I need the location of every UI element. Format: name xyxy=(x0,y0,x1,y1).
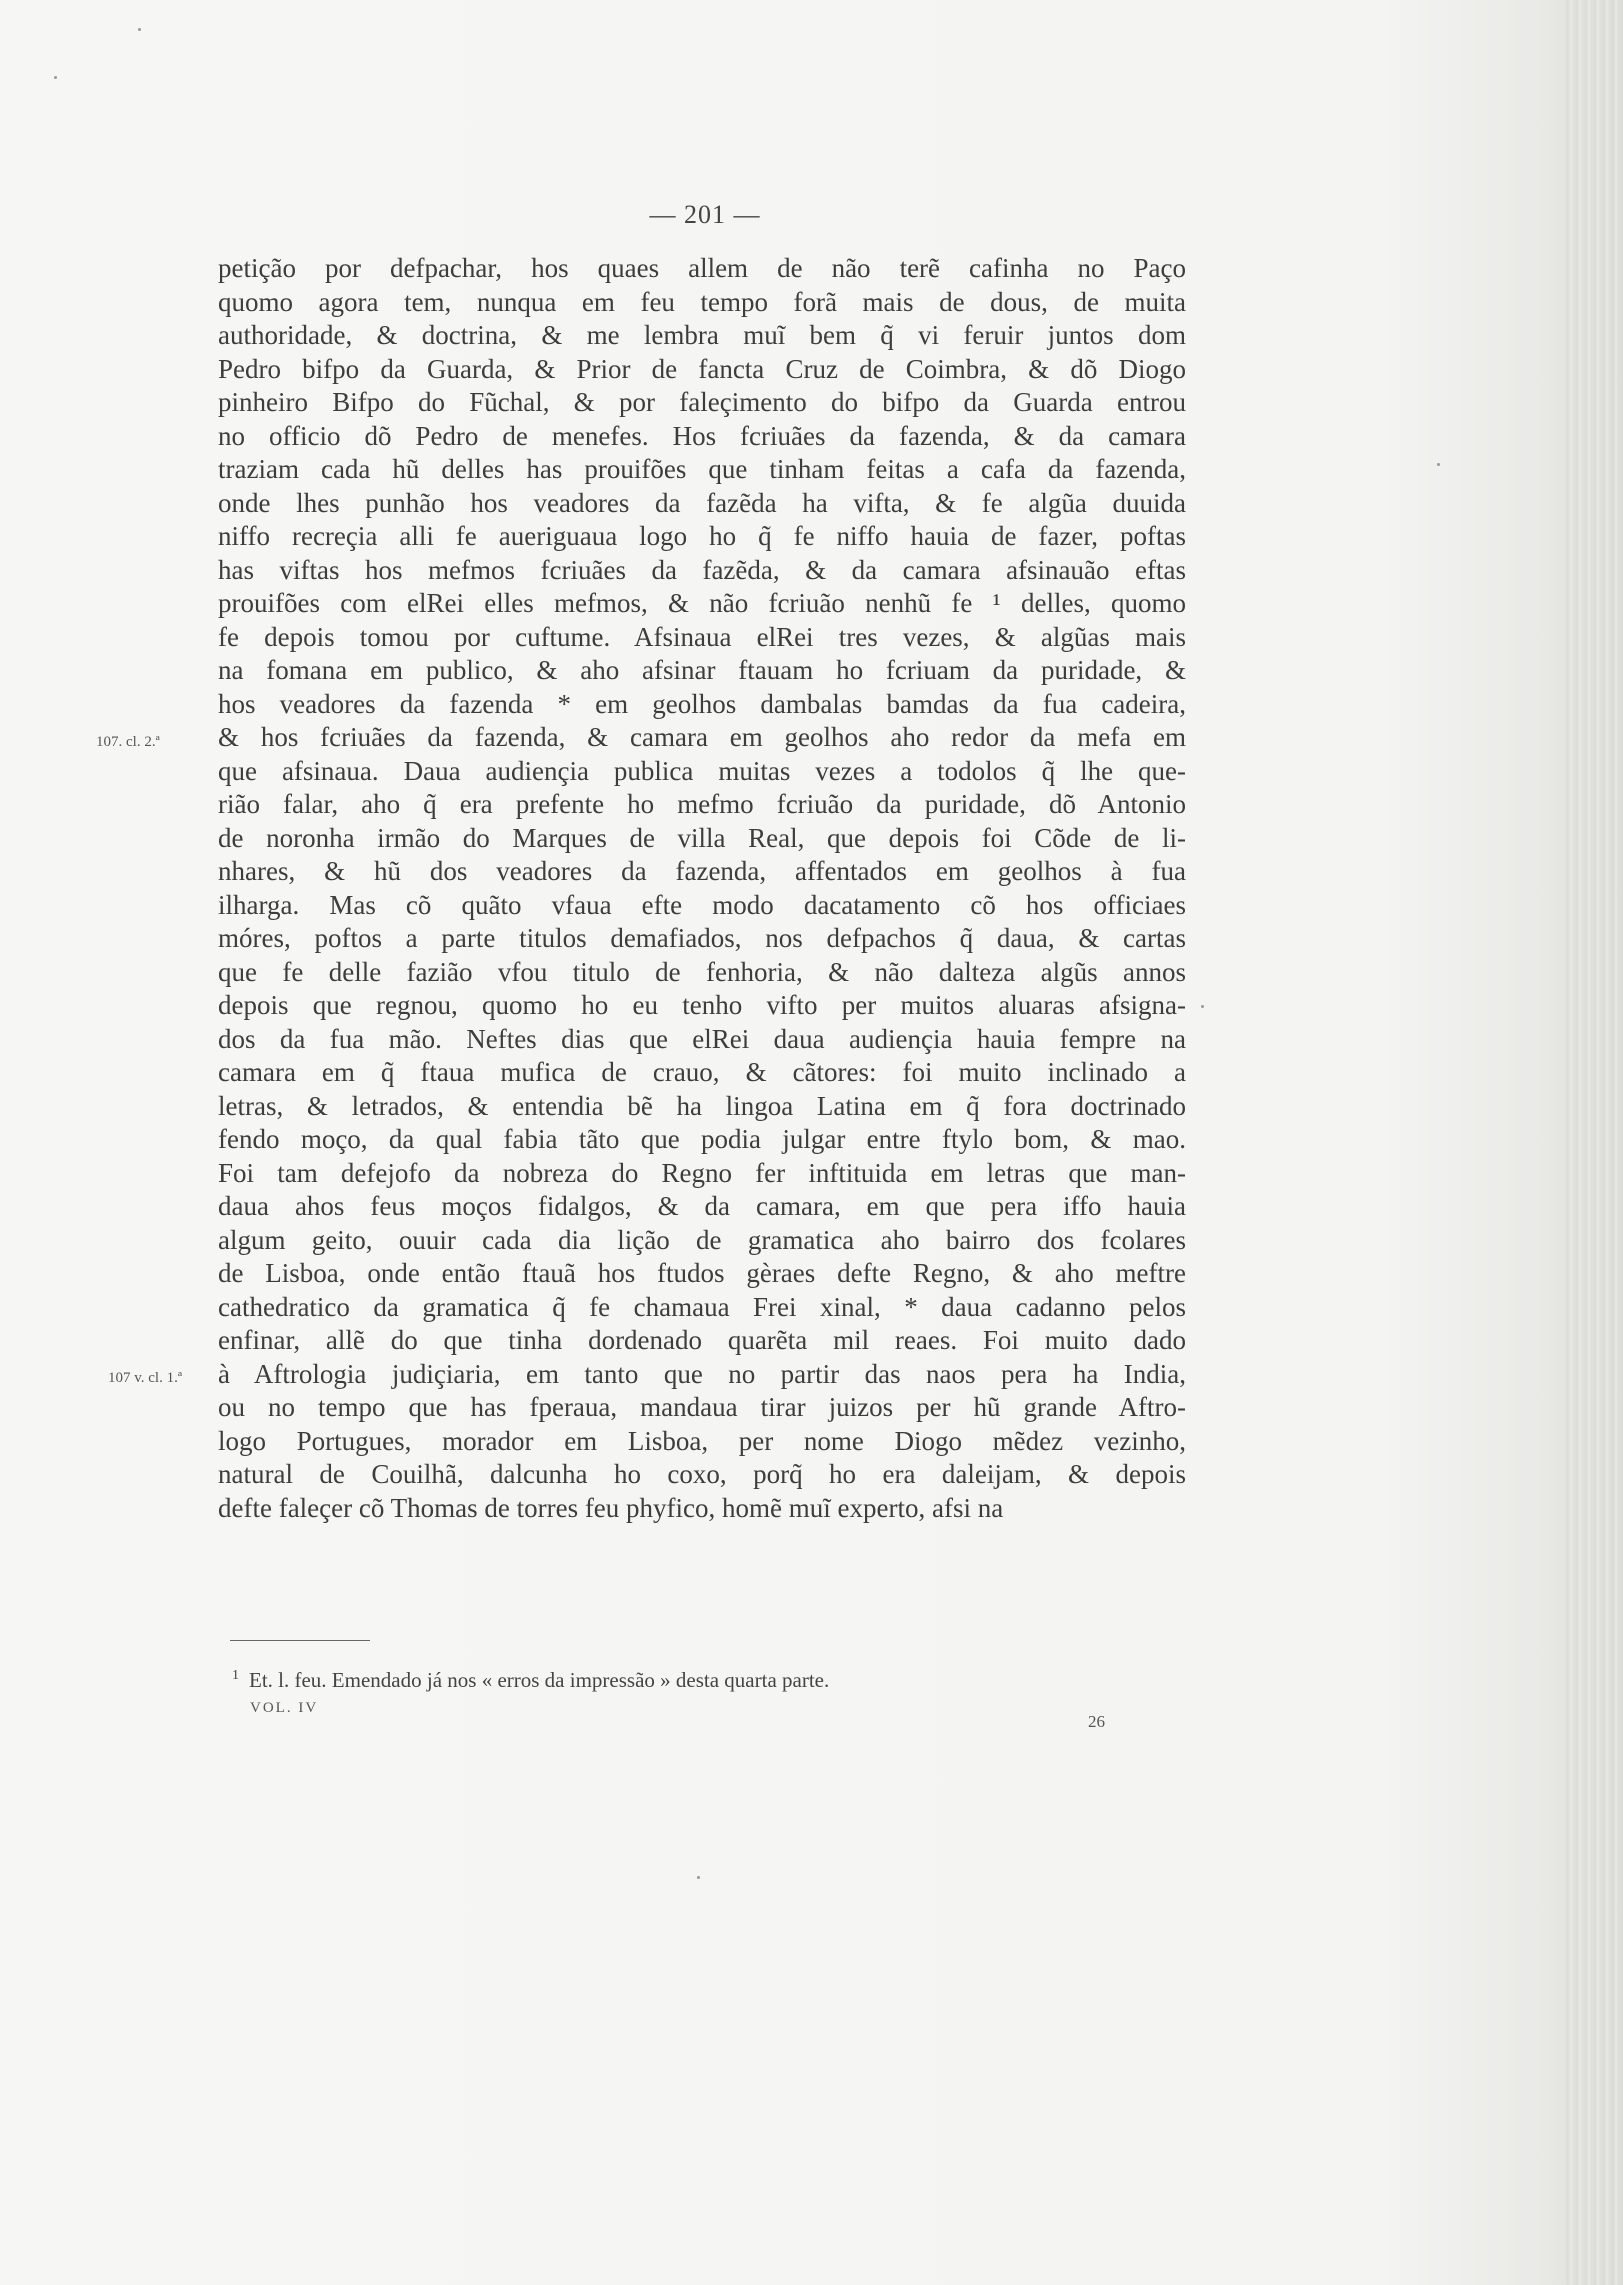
paper-speck xyxy=(1201,1005,1204,1008)
text-line: enfinar, allẽ do que tinha dordenado quarẽta mil reaes. Foi muito dado xyxy=(218,1325,1186,1355)
text-line: quomo agora tem, nunqua em feu tempo forã mais de dous, de muita xyxy=(218,286,1186,317)
text-line: natural de Couilhã, dalcunha ho coxo, porq̃ ho era daleijam, & depois xyxy=(218,1459,1186,1489)
text-line: dos da fua mão. Neftes dias que elRei daua audiençia hauia fempre na xyxy=(218,1023,1186,1054)
text-line: niffo recreçia alli fe aueriguaua logo ho q̃ fe niffo hauia de fazer, poftas xyxy=(218,521,1186,551)
paper-speck xyxy=(138,28,141,31)
text-line: nhares, & hũ dos veadores da fazenda, affentados em geolhos à fua xyxy=(218,856,1186,886)
text-line: que fe delle fazião vfou titulo de fenhoria, & não dalteza algũs annos xyxy=(218,956,1186,987)
paper-speck xyxy=(697,1876,700,1879)
text-line: de Lisboa, onde então ftauã hos ftudos gèraes defte Regno, & aho meftre xyxy=(218,1258,1186,1288)
text-line: à Aftrologia judiçiaria, em tanto que no partir das naos pera ha India, xyxy=(218,1358,1186,1389)
text-line: letras, & letrados, & entendia bẽ ha lingoa Latina em q̃ fora doctrinado xyxy=(218,1090,1186,1121)
text-line: daua ahos feus moços fidalgos, & da camara, em que pera iffo hauia xyxy=(218,1191,1186,1221)
text-line: petição por defpachar, hos quaes allem de não terẽ cafinha no Paço xyxy=(218,253,1186,283)
text-line: ilharga. Mas cõ quãto vfaua efte modo dacatamento cõ hos officiaes xyxy=(218,889,1186,920)
text-line: has viftas hos mefmos fcriuães da fazẽda, & da camara afsinauão eftas xyxy=(218,554,1186,585)
paper-speck xyxy=(54,76,57,79)
text-line: Pedro bifpo da Guarda, & Prior de fancta Cruz de Coimbra, & dõ Diogo xyxy=(218,353,1186,384)
text-line: no officio dõ Pedro de menefes. Hos fcriuães da fazenda, & da camara xyxy=(218,420,1186,451)
footnote-divider xyxy=(230,1640,370,1641)
text-line: & hos fcriuães da fazenda, & camara em geolhos aho redor da mefa em xyxy=(218,722,1186,752)
text-line: authoridade, & doctrina, & me lembra muĩ bem q̃ vi feruir juntos dom xyxy=(218,320,1186,350)
volume-label: VOL. IV xyxy=(250,1700,319,1716)
text-line: na fomana em publico, & aho afsinar ftauam ho fcriuam da puridade, & xyxy=(218,655,1186,685)
text-line: Foi tam defejofo da nobreza do Regno fer inftituida em letras que man- xyxy=(218,1157,1186,1188)
text-line: algum geito, ouuir cada dia lição de gramatica aho bairro dos fcolares xyxy=(218,1224,1186,1255)
body-text xyxy=(218,252,1186,1525)
text-line: fendo moço, da qual fabia tãto que podia julgar entre ftylo bom, & mao. xyxy=(218,1124,1186,1154)
text-line: hos veadores da fazenda * em geolhos dambalas bamdas da fua cadeira, xyxy=(218,688,1186,719)
margin-note-folio: 107. cl. 2.ª xyxy=(96,734,160,750)
text-line: pinheiro Bifpo do Fũchal, & por faleçimento do bifpo da Guarda entrou xyxy=(218,387,1186,417)
footnote-marker: 1 xyxy=(232,1668,239,1683)
footnote-text: Et. l. feu. Emendado já nos « erros da impressão » desta quarta parte. xyxy=(249,1668,830,1692)
text-line: onde lhes punhão hos veadores da fazẽda ha vifta, & fe algũa duuida xyxy=(218,487,1186,518)
text-line: fe depois tomou por cuftume. Afsinaua elRei tres vezes, & algũas mais xyxy=(218,621,1186,652)
footnote xyxy=(232,1668,829,1693)
paper-speck xyxy=(1437,463,1440,466)
text-line: depois que regnou, quomo ho eu tenho vifto per muitos aluaras afsigna- xyxy=(218,990,1186,1020)
margin-note-folio: 107 v. cl. 1.ª xyxy=(108,1370,182,1386)
text-line: traziam cada hũ delles has prouifões que tinham feitas a cafa da fazenda, xyxy=(218,454,1186,484)
text-line: móres, poftos a parte titulos demafiados, nos defpachos q̃ daua, & cartas xyxy=(218,923,1186,953)
text-line: cathedratico da gramatica q̃ fe chamaua Frei xinal, * daua cadanno pelos xyxy=(218,1291,1186,1322)
text-line: camara em q̃ ftaua mufica de crauo, & cãtores: foi muito inclinado a xyxy=(218,1057,1186,1087)
text-line: ou no tempo que has fperaua, mandaua tirar juizos per hũ grande Aftro- xyxy=(218,1392,1186,1422)
text-line: rião falar, aho q̃ era prefente ho mefmo fcriuão da puridade, dõ Antonio xyxy=(218,789,1186,819)
page-number: — 201 — xyxy=(649,200,761,229)
text-line: defte faleçer cõ Thomas de torres feu phyfico, homẽ muĩ experto, afsi na xyxy=(218,1492,1004,1523)
text-line: que afsinaua. Daua audiençia publica muitas vezes a todolos q̃ lhe que- xyxy=(218,755,1186,786)
printer-signature: 26 xyxy=(1088,1712,1105,1731)
text-line: de noronha irmão do Marques de villa Real, que depois foi Cõde de li- xyxy=(218,822,1186,853)
text-line: prouifões com elRei elles mefmos, & não fcriuão nenhũ fe ¹ delles, quomo xyxy=(218,588,1186,618)
page-edge-shadow xyxy=(1565,0,1623,2285)
text-line: logo Portugues, morador em Lisboa, per nome Diogo mẽdez vezinho, xyxy=(218,1425,1186,1456)
